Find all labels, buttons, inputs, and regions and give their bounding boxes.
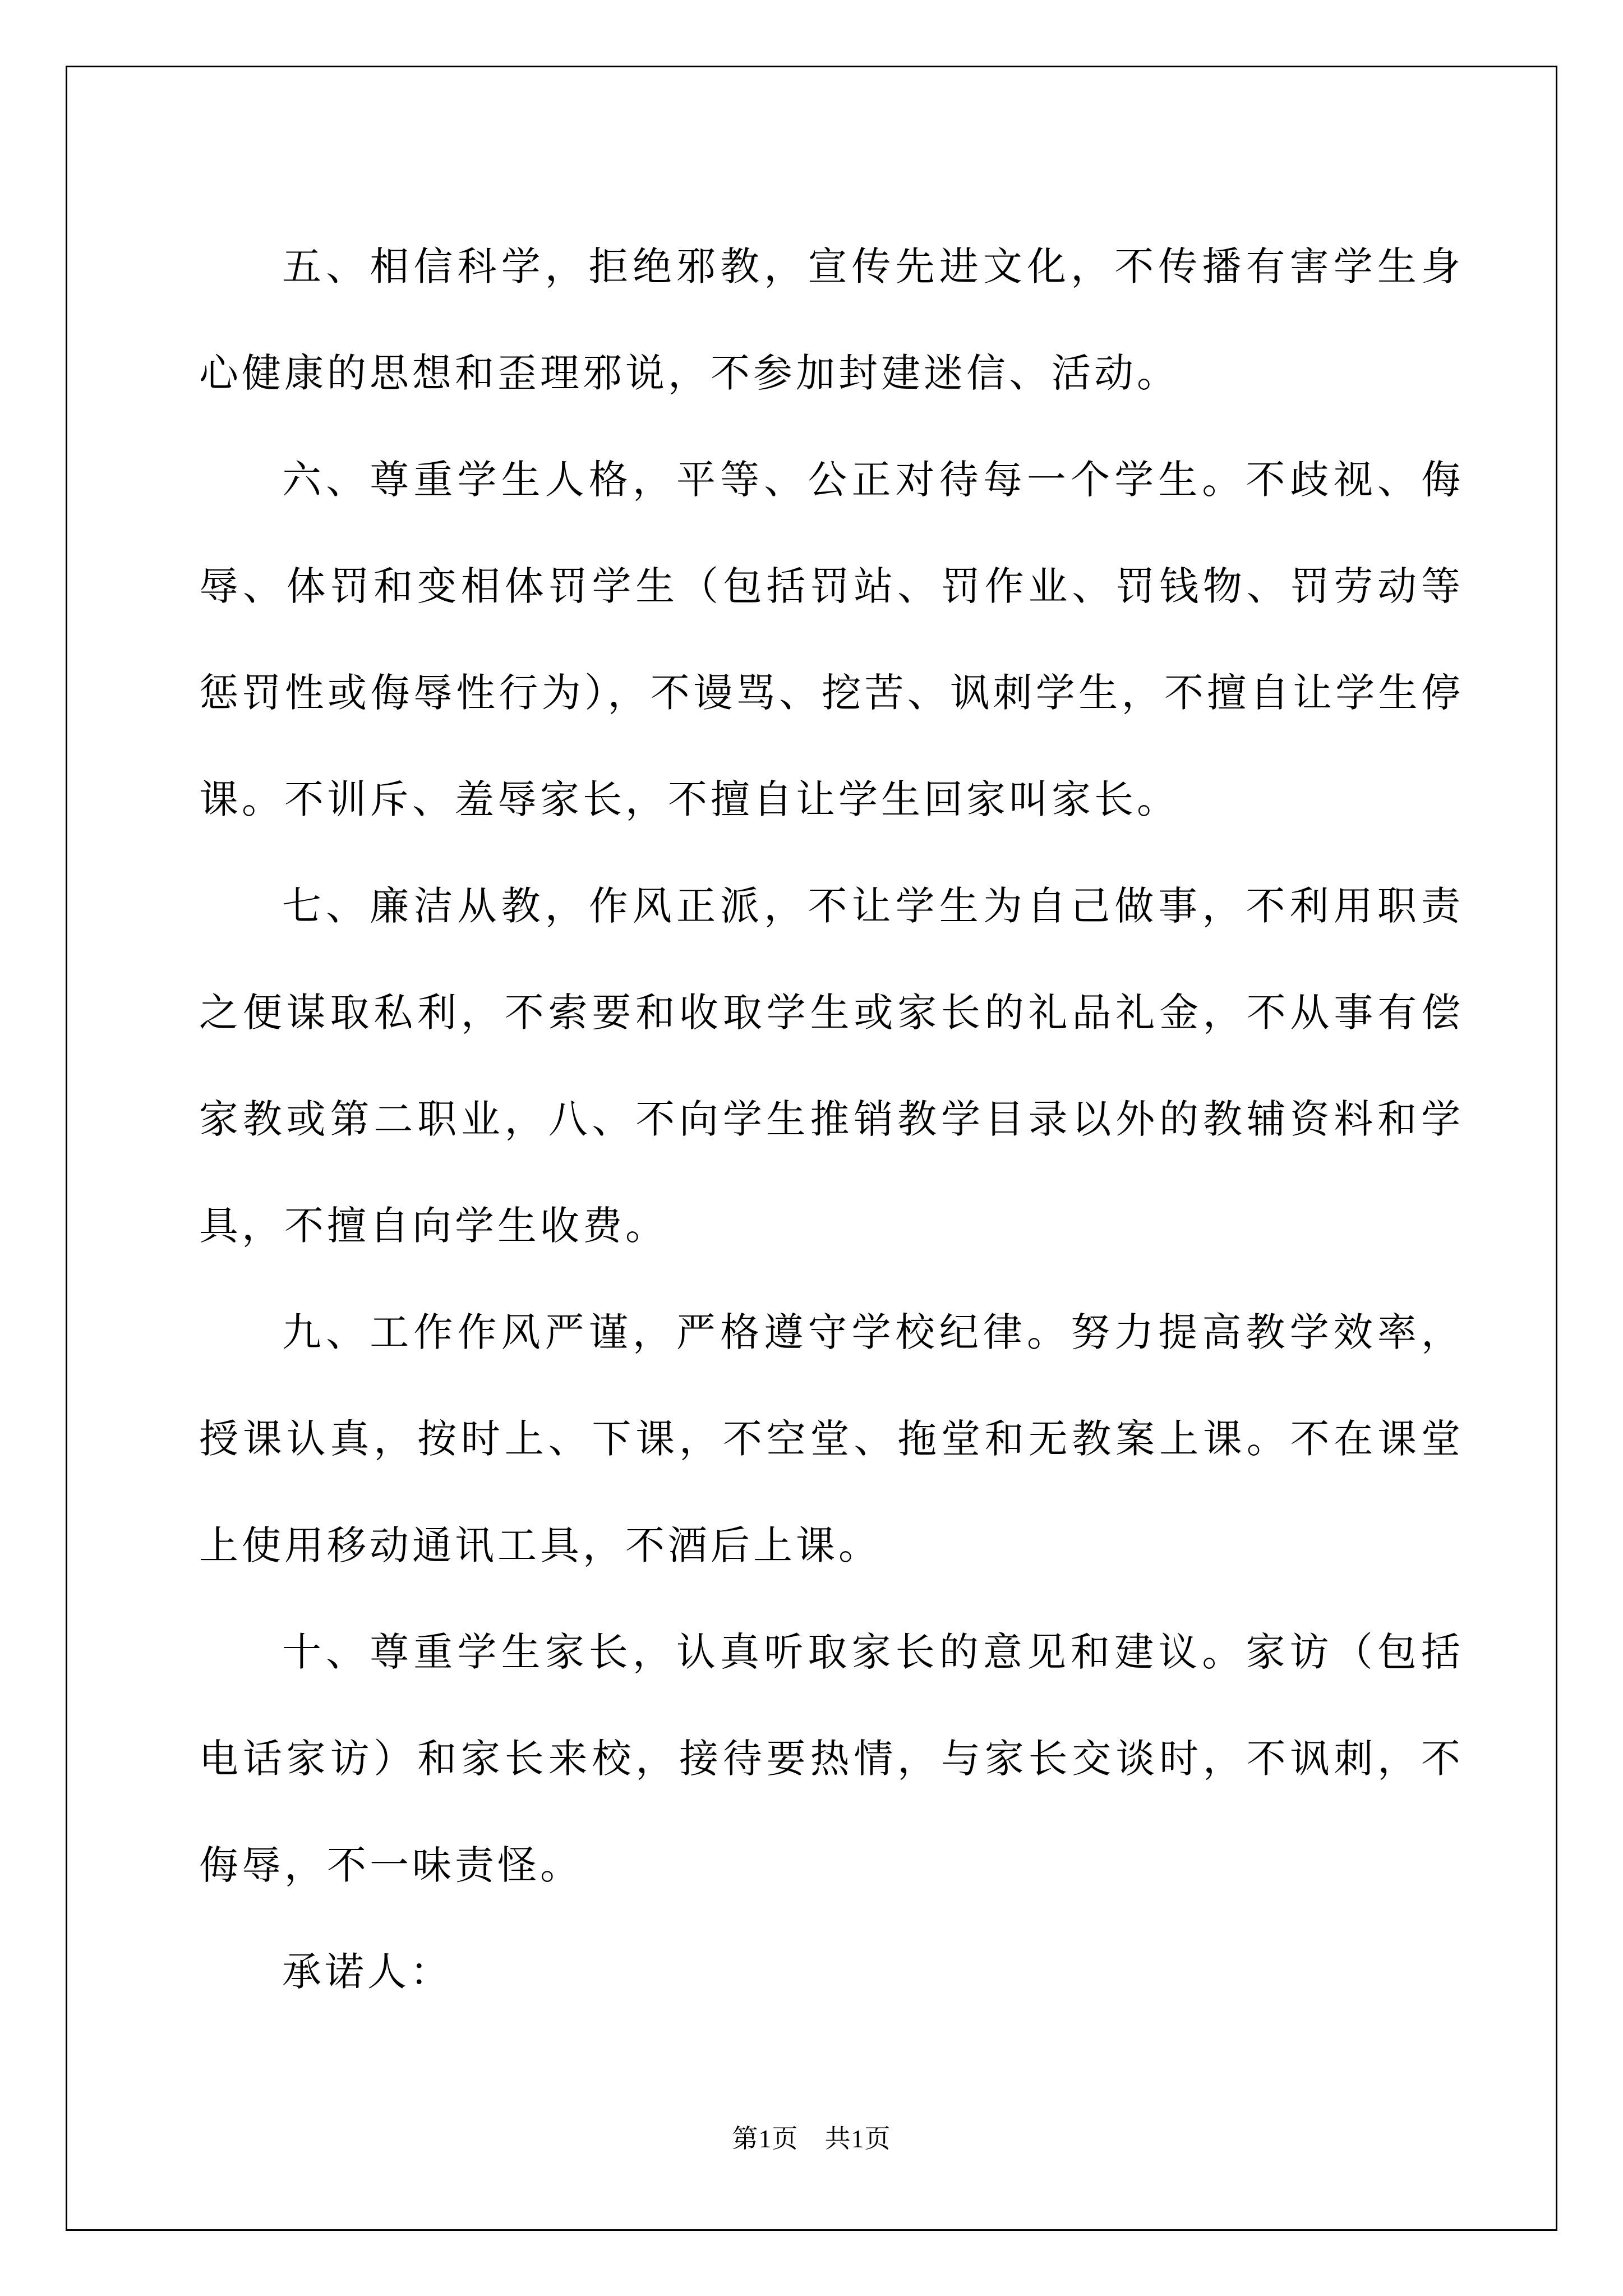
document-body	[199, 213, 1464, 2025]
page-footer: 第1页 共1页	[732, 2124, 891, 2153]
paragraph-item-6: 六、尊重学生人格，平等、公正对待每一个学生。不歧视、侮辱、体罚和变相体罚学生（包括罚站、罚作业、罚钱物、罚劳动等惩罚性或侮辱性行为），不谩骂、挖苦、讽刺学生，不擅自让学生停课。不训斥、羞辱家长，不擅自让学生回家叫家长。	[199, 457, 1464, 822]
paragraph-item-10: 十、尊重学生家长，认真听取家长的意见和建议。家访（包括电话家访）和家长来校，接待要热情，与家长交谈时，不讽刺，不侮辱，不一味责怪。	[199, 1629, 1464, 1888]
paragraph-item-9: 九、工作作风严谨，严格遵守学校纪律。努力提高教学效率，授课认真，按时上、下课，不空堂、拖堂和无教案上课。不在课堂上使用移动通讯工具，不酒后上课。	[199, 1309, 1464, 1568]
paragraph-item-7: 七、廉洁从教，作风正派，不让学生为自己做事，不利用职责之便谋取私利，不索要和收取学生或家长的礼品礼金，不从事有偿家教或第二职业，八、不向学生推销教学目录以外的教辅资料和学具，不擅自向学生收费。	[199, 883, 1464, 1249]
signature-label: 承诺人：	[282, 1949, 453, 1995]
paragraph-item-5: 五、相信科学，拒绝邪教，宣传先进文化，不传播有害学生身心健康的思想和歪理邪说，不参加封建迷信、活动。	[199, 243, 1464, 396]
